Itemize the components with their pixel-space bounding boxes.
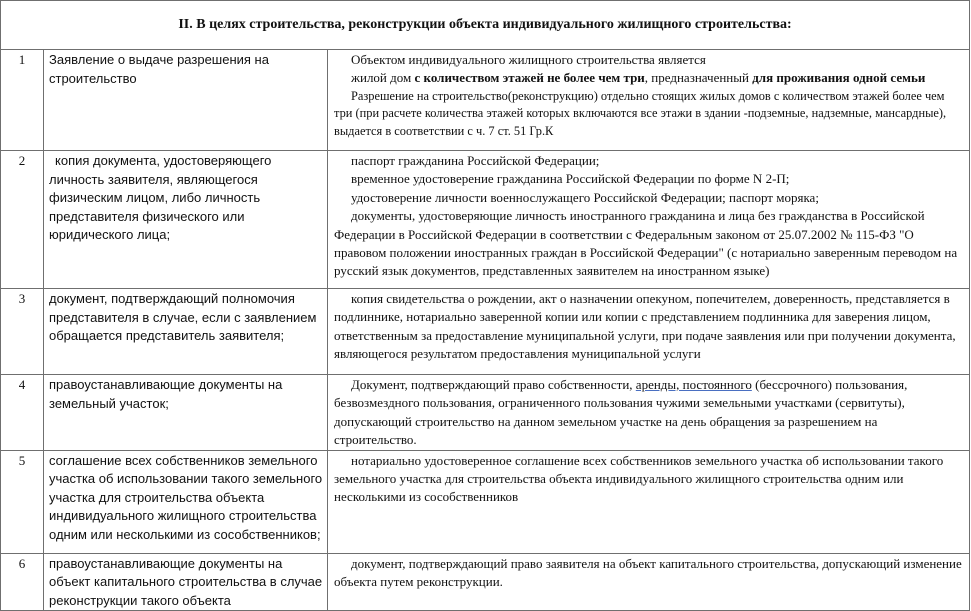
row-number: 2 [1,151,44,289]
table-header-row [1,1,970,50]
document-notes: паспорт гражданина Российской Федерации; временное удостоверение гражданина Российской Федерации по форме N 2-П; удостоверение личности военнослужащего Российской Федерации; паспорт моряка; документы, удостоверяющие личность иностранного гражданина и лица без гражданства в Российской Федерации в Российской Федерации в соответствии с Федеральным законом от 25.07.2002 № 115-ФЗ "О правовом положении иностранных граждан в Российской Федерации" (с нотариально заверенным переводом на русский язык документов, представленных заявителем на иностранном языке) [328,151,970,289]
document-name: Заявление о выдаче разрешения на строительство [44,50,328,151]
row-number: 1 [1,50,44,151]
document-name: копия документа, удостоверяющего личность заявителя, являющегося физическим лицом, либо личность представителя физического или юридического лица; [44,151,328,289]
document-notes: нотариально удостоверенное соглашение всех собственников земельного участка об использовании такого земельного участка для строительства объекта индивидуального жилищного строительства одним или несколькими из сособственников [328,450,970,553]
table-row [1,553,970,611]
table-row [1,289,970,375]
row-number: 3 [1,289,44,375]
table-row [1,375,970,451]
document-notes: копия свидетельства о рождении, акт о назначении опекуном, попечителем, доверенность, представляется в подлиннике, нотариально заверенной копии или копии с представлением подлинника для заверения лицом, ответственным за предоставление муниципальной услуги, при подаче заявления или при получении документа, являющегося результатом предоставления муниципальной услуги [328,289,970,375]
table-row [1,50,970,151]
document-notes: Документ, подтверждающий право собственности, аренды, постоянного (бессрочного) пользования, безвозмездного пользования, ограниченного пользования чужими земельными участками (сервитуты), допускающий строительство на данном земельном участке на день обращения за разрешением на строительство. [328,375,970,451]
document-name: документ, подтверждающий полномочия представителя в случае, если с заявлением обращается представитель заявителя; [44,289,328,375]
row-number: 6 [1,553,44,611]
document-notes: документ, подтверждающий право заявителя на объект капитального строительства, допускающий изменение объекта путем реконструкции. [328,553,970,611]
section-title: II. В целях строительства, реконструкции объекта индивидуального жилищного строительства: [1,1,970,50]
table-row [1,151,970,289]
document-name: правоустанавливающие документы на земельный участок; [44,375,328,451]
row-number: 4 [1,375,44,451]
document-notes: Объектом индивидуального жилищного строительства является жилой дом с количеством этажей не более чем три, предназначенный для проживания одной семьи Разрешение на строительство(реконструкцию) отдельно стоящих жилых домов с количеством этажей более чем три (при расчете количества этажей которых включаются все этажи в здании -подземные, надземные, мансардные), выдается в соответствии с ч. 7 ст. 51 Гр.К [328,50,970,151]
document-name: правоустанавливающие документы на объект капитального строительства в случае реконструкции такого объекта [44,553,328,611]
document-name: соглашение всех собственников земельного участка об использовании такого земельного участка для строительства объекта индивидуального жилищного строительства одним или несколькими из сособственников; [44,450,328,553]
table-row [1,450,970,553]
row-number: 5 [1,450,44,553]
